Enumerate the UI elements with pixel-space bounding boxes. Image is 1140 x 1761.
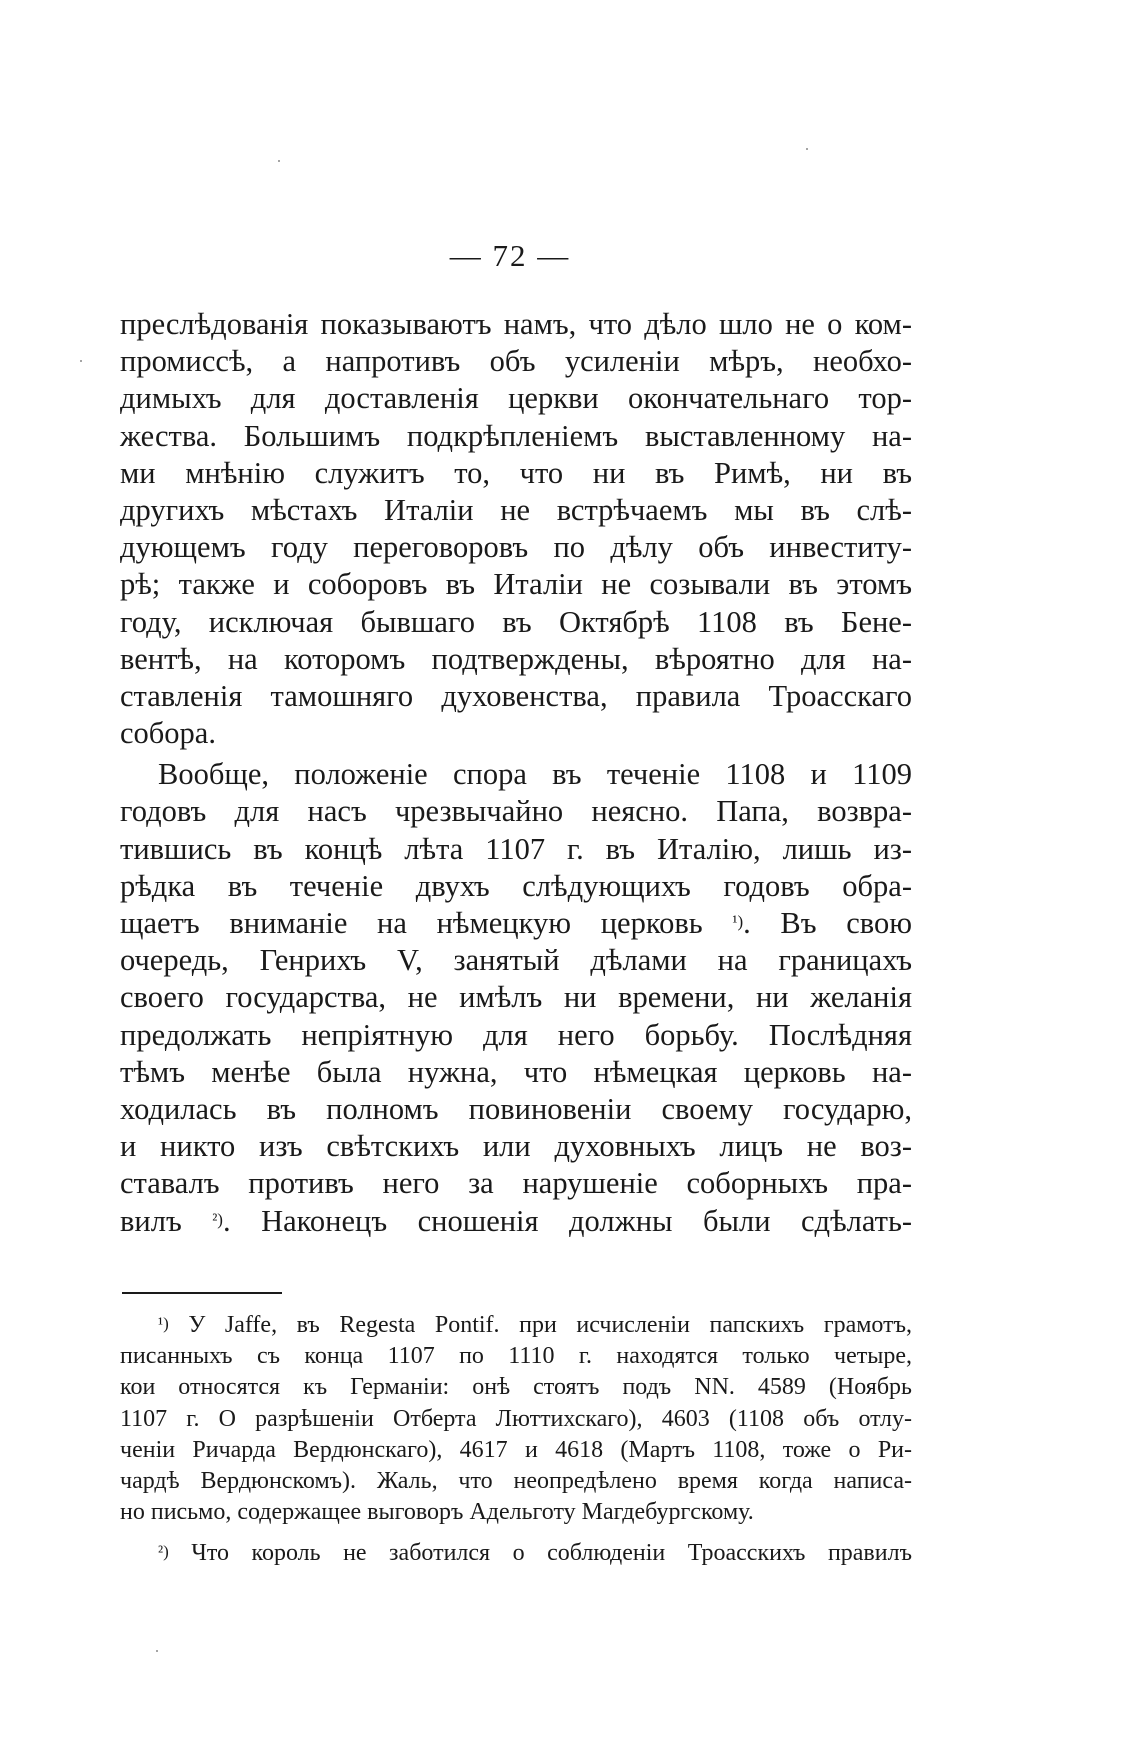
footnote-line [120, 1538, 912, 1569]
footnote-line: 1107 г. О разрѣшеніи Отберта Люттихскаго), 4603 (1108 объ отлу- [120, 1405, 912, 1432]
text-line: и никто изъ свѣтскихъ или духовныхъ лицъ не воз- [120, 1129, 912, 1164]
footnotes [120, 1310, 912, 1570]
footnote-line: ченіи Ричарда Вердюнскаго), 4617 и 4618 (Мартъ 1108, тоже о Ри- [120, 1436, 912, 1463]
text-line: ставалъ противъ него за нарушеніе соборныхъ пра- [120, 1166, 912, 1201]
footnote-line: чардѣ Вердюнскомъ). Жаль, что неопредѣлено время когда написа- [120, 1467, 912, 1494]
text-line: рѣ; также и соборовъ въ Италіи не созывали въ этомъ [120, 567, 912, 602]
text-line: своего государства, не имѣлъ ни времени, ни желанія [120, 980, 912, 1015]
footnote-divider [122, 1292, 282, 1294]
footnote-1 [120, 1310, 912, 1528]
footnote-mark-2: ²) [158, 1542, 169, 1562]
text-line: очередь, Генрихъ V, занятый дѣлами на границахъ [120, 943, 912, 978]
text-fragment: щаетъ вниманіе на нѣмецкую церковь [120, 906, 703, 940]
paper-speck [806, 148, 808, 150]
page-number: — 72 — [449, 238, 571, 273]
text-line: годовъ для насъ чрезвычайно неясно. Папа, возвра- [120, 794, 912, 829]
text-line: ми мнѣнію служитъ то, что ни въ Римѣ, ни въ [120, 455, 912, 490]
paragraph-2 [120, 756, 912, 1239]
text-line: собора. [120, 716, 216, 751]
text-fragment: Наконецъ сношенія должны были сдѣлать- [261, 1203, 913, 1238]
text-fragment: У Jaffe, въ Regesta Pontif. при исчисленіи папскихъ грамотъ, [188, 1312, 912, 1338]
text-line: димыхъ для доставленія церкви окончательнаго тор- [120, 381, 912, 416]
paper-speck [80, 360, 82, 362]
text-line-with-footnote [120, 905, 912, 942]
text-line: тѣмъ менѣе была нужна, что нѣмецкая церковь на- [120, 1054, 912, 1089]
text-line: промиссѣ, а напротивъ объ усиленіи мѣръ, необхо- [120, 344, 912, 379]
text-line: ставленія тамошняго духовенства, правила Троасскаго [120, 678, 912, 713]
paper-speck [156, 1650, 158, 1652]
text-fragment: . Въ свою [743, 906, 912, 940]
text-line: рѣдка въ теченіе двухъ слѣдующихъ годовъ обра- [120, 868, 912, 903]
text-line: году, исключая бывшаго въ Октябрѣ 1108 въ Бене- [120, 604, 912, 639]
text-line-with-footnote: вилъ $^{^2)}$. Наконецъ сношенія должны были сдѣлать- [120, 1203, 913, 1238]
footnote-2 [120, 1538, 912, 1569]
text-line: другихъ мѣстахъ Италіи не встрѣчаемъ мы въ слѣ- [120, 492, 912, 527]
text-line: преслѣдованія показываютъ намъ, что дѣло шло не о ком- [120, 307, 912, 341]
footnote-ref-1: ¹) [732, 912, 744, 931]
paragraph-1 [120, 306, 912, 752]
text-fragment: вилъ [120, 1203, 182, 1238]
footnote-line [120, 1310, 912, 1341]
text-line: жества. Большимъ подкрѣпленіемъ выставленному на- [120, 418, 912, 453]
paper-speck [278, 160, 280, 162]
footnote-mark-1: ¹) [158, 1314, 169, 1333]
footnote-line: но письмо, содержащее выговоръ Адельготу Магдебургскому. [120, 1499, 754, 1526]
text-line: вентѣ, на которомъ подтверждены, вѣроятно для на- [120, 641, 912, 676]
footnote-ref-2: ²) [212, 1209, 223, 1229]
text-line: Вообще, положеніе спора въ теченіе 1108 и 1109 [158, 757, 912, 792]
text-line: дующемъ году переговоровъ по дѣлу объ инвеститу- [120, 530, 912, 565]
text-fragment: Что король не заботился о соблюденіи Троасскихъ правилъ [191, 1540, 912, 1567]
main-text [120, 306, 912, 1240]
text-line: предолжать непріятную для него борьбу. Послѣдняя [120, 1017, 912, 1052]
footnote-line: писанныхъ съ конца 1107 по 1110 г. находятся только четыре, [120, 1343, 912, 1370]
footnote-line: кои относятся къ Германіи: онѣ стоятъ подъ NN. 4589 (Ноябрь [120, 1374, 912, 1401]
text-line: ходилась въ полномъ повиновеніи своему государю, [120, 1091, 912, 1126]
text-line: тившись въ концѣ лѣта 1107 г. въ Италію, лишь из- [120, 831, 912, 866]
